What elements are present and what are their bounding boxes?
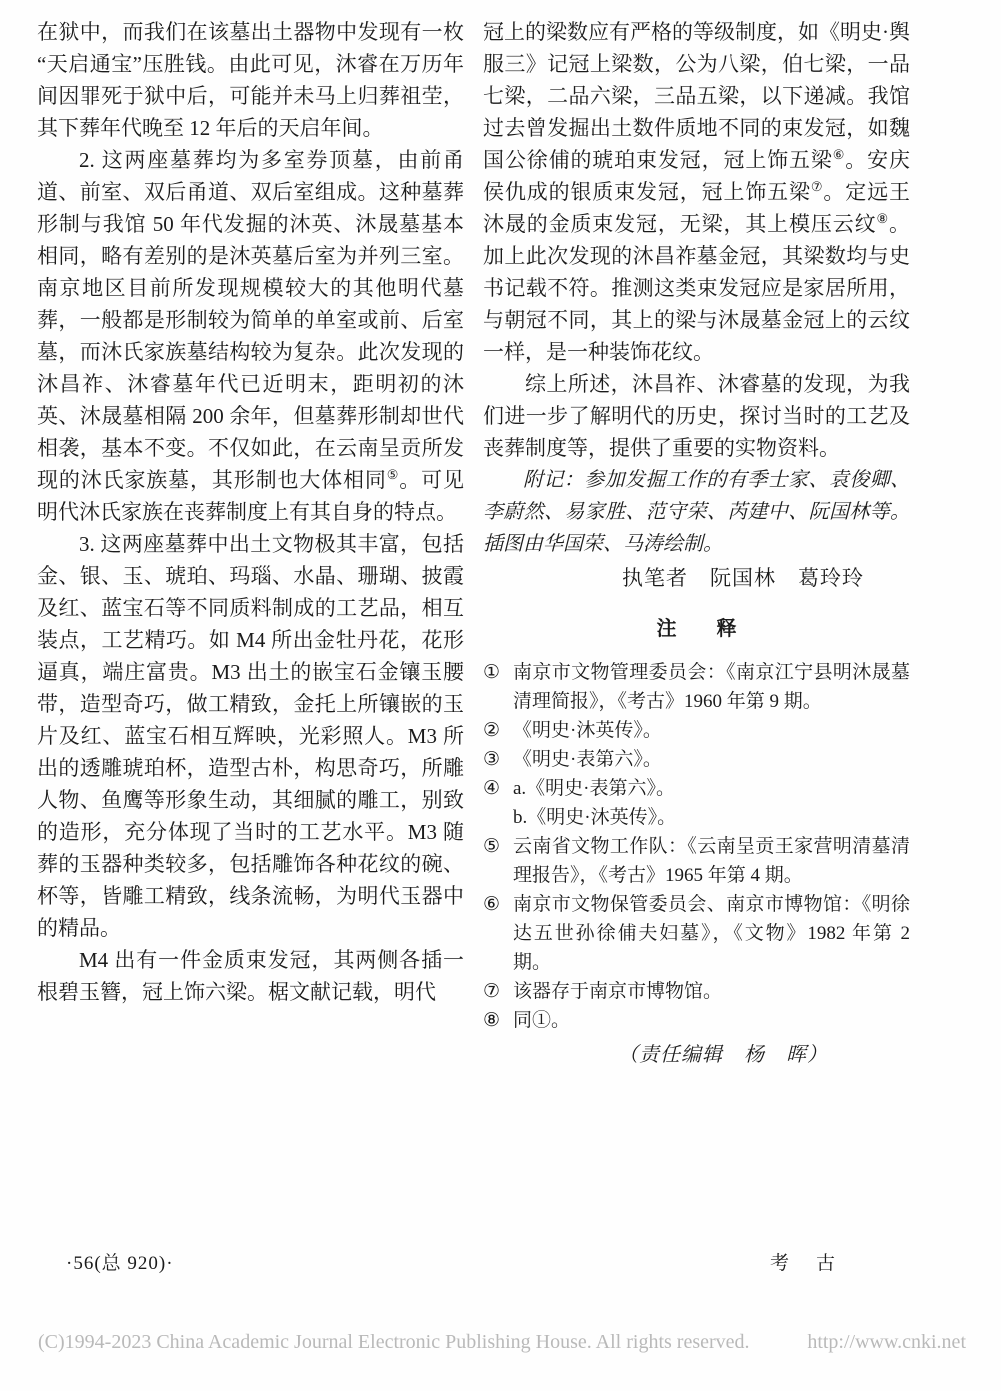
watermark-url: http://www.cnki.net bbox=[807, 1331, 966, 1353]
footnote-ref: ⑦ bbox=[810, 179, 824, 194]
journal-name: 考 古 bbox=[770, 1253, 840, 1274]
paragraph: 在狱中，而我们在该墓出土器物中发现有一枚“天启通宝”压胜钱。由此可见，沐睿在万历年间因罪死于狱中后，可能并未马上归葬祖茔，其下葬年代晚至 12 年后的天启年间。 bbox=[37, 20, 464, 140]
footnote-marker: ① bbox=[483, 662, 501, 683]
watermark-copyright: (C)1994-2023 China Academic Journal Electronic Publishing House. All rights reserved. bbox=[38, 1331, 750, 1353]
paragraph: 冠上的梁数应有严格的等级制度，如《明史·舆服三》记冠上梁数，公为八梁，伯七梁，一品七梁，二品六梁，三品五梁，以下递减。我馆过去曾发掘出土数件质地不同的束发冠，如魏国公徐俌的琥珀束发冠，冠上饰五梁⑥。安庆侯仇成的银质束发冠，冠上饰五梁⑦。定远王沐晟的金质束发冠，无梁，其上模压云纹⑧。加上此次发现的沐昌祚墓金冠，其梁数均与史书记载不符。推测这类束发冠应是家居所用，与朝冠不同，其上的梁与沐晟墓金冠上的云纹一样，是一种装饰花纹。 bbox=[483, 20, 911, 364]
paragraph: 综上所述，沐昌祚、沐睿墓的发现，为我们进一步了解明代的历史，探讨当时的工艺及丧葬制度等，提供了重要的实物资料。 bbox=[483, 372, 910, 460]
footnote-ref: ⑥ bbox=[832, 147, 846, 162]
footnotes-list bbox=[483, 658, 910, 1035]
author-byline: 执笔者 阮国林 葛玲玲 bbox=[622, 566, 864, 590]
footnote-line: 同①。 bbox=[513, 1010, 571, 1031]
footnote-line: 《明史·沐英传》。 bbox=[513, 720, 662, 741]
footnote-item bbox=[483, 1006, 910, 1035]
footnote-line: 云南省文物工作队：《云南呈贡王家营明清墓清理报告》，《考古》1965 年第 4 期。 bbox=[513, 836, 910, 886]
footnote-text bbox=[513, 658, 910, 716]
right-column-text bbox=[483, 16, 910, 464]
footnote-text bbox=[513, 977, 910, 1006]
notes-heading: 注 释 bbox=[656, 618, 737, 640]
footnote-marker: ⑥ bbox=[483, 894, 501, 915]
footnote-item bbox=[483, 745, 910, 774]
footnote-line: 南京市文物保管委员会、南京市博物馆：《明徐达五世孙徐俌夫妇墓》，《文物》1982 年第 2 期。 bbox=[513, 894, 910, 973]
footnote-marker: ⑤ bbox=[483, 836, 501, 857]
footnote-marker: ④ bbox=[483, 778, 501, 799]
responsible-editor-line: （责任编辑 杨 晖） bbox=[618, 1044, 828, 1066]
footnote-text bbox=[513, 1006, 910, 1035]
footnote-item bbox=[483, 832, 910, 890]
cnki-watermark bbox=[38, 1330, 966, 1354]
footnote-line: b.《明史·沐英传》。 bbox=[513, 807, 677, 828]
footnote-line: a.《明史·表第六》。 bbox=[513, 778, 676, 799]
footnote-text bbox=[513, 890, 910, 977]
page-number: ·56(总 920)· bbox=[66, 1253, 174, 1274]
footnote-line: 该器存于南京市博物馆。 bbox=[513, 981, 723, 1002]
footnote-ref: ⑧ bbox=[876, 211, 889, 226]
right-column bbox=[483, 16, 910, 1071]
footnote-item bbox=[483, 890, 910, 977]
footnote-item bbox=[483, 977, 910, 1006]
footnote-item bbox=[483, 716, 910, 745]
footnote-text bbox=[513, 716, 910, 745]
paragraph: M4 出有一件金质束发冠，其两侧各插一根碧玉簪，冠上饰六梁。椐文献记载，明代 bbox=[37, 948, 464, 1004]
footnote-ref: ⑤ bbox=[386, 467, 400, 482]
footnote-line: 南京市文物管理委员会：《南京江宁县明沐晟墓清理简报》，《考古》1960 年第 9 期。 bbox=[513, 662, 910, 712]
postscript-note: 附记：参加发掘工作的有季士家、袁俊卿、李蔚然、易家胜、范守荣、芮建中、阮国林等。插图由华国荣、马涛绘制。 bbox=[483, 469, 910, 555]
footnote-text bbox=[513, 774, 910, 832]
footnote-marker: ⑧ bbox=[483, 1010, 501, 1031]
paragraph: 3. 这两座墓葬中出土文物极其丰富，包括金、银、玉、琥珀、玛瑙、水晶、珊瑚、披霞及红、蓝宝石等不同质料制成的工艺品，相互装点，工艺精巧。如 M4 所出金牡丹花，花形逼真，端庄富贵。M3 出土的嵌宝石金镶玉腰带，造型奇巧，做工精致，金托上所镶嵌的玉片及红、蓝宝石相互辉映，光彩照人。M3 所出的透雕琥珀杯，造型古朴，构思奇巧，所雕人物、鱼鹰等形象生动，其细腻的雕工，别致的造形，充分体现了当时的工艺水平。M3 随葬的玉器种类较多，包括雕饰各种花纹的碗、杯等，皆雕工精致，线条流畅，为明代玉器中的精品。 bbox=[37, 532, 464, 940]
footnote-marker: ⑦ bbox=[483, 981, 501, 1002]
footnote-item bbox=[483, 658, 910, 716]
paragraph: 2. 这两座墓葬均为多室券顶墓，由前甬道、前室、双后甬道、双后室组成。这种墓葬形制与我馆 50 年代发掘的沐英、沐晟墓基本相同，略有差别的是沐英墓后室为并列三室。南京地区目前所发现规模较大的其他明代墓葬，一般都是形制较为简单的单室或前、后室墓，而沐氏家族墓结构较为复杂。此次发现的沐昌祚、沐睿墓年代已近明末，距明初的沐英、沐晟墓相隔 200 余年，但墓葬形制却世代相袭，基本不变。不仅如此，在云南呈贡所发现的沐氏家族墓，其形制也大体相同⑤。可见明代沐氏家族在丧葬制度上有其自身的特点。 bbox=[37, 148, 465, 524]
footnote-item bbox=[483, 774, 910, 832]
footnote-text bbox=[513, 832, 910, 890]
footnote-marker: ③ bbox=[483, 749, 501, 770]
footnote-line: 《明史·表第六》。 bbox=[513, 749, 662, 770]
left-column bbox=[37, 16, 464, 1008]
footnote-marker: ② bbox=[483, 720, 501, 741]
footnote-text bbox=[513, 745, 910, 774]
